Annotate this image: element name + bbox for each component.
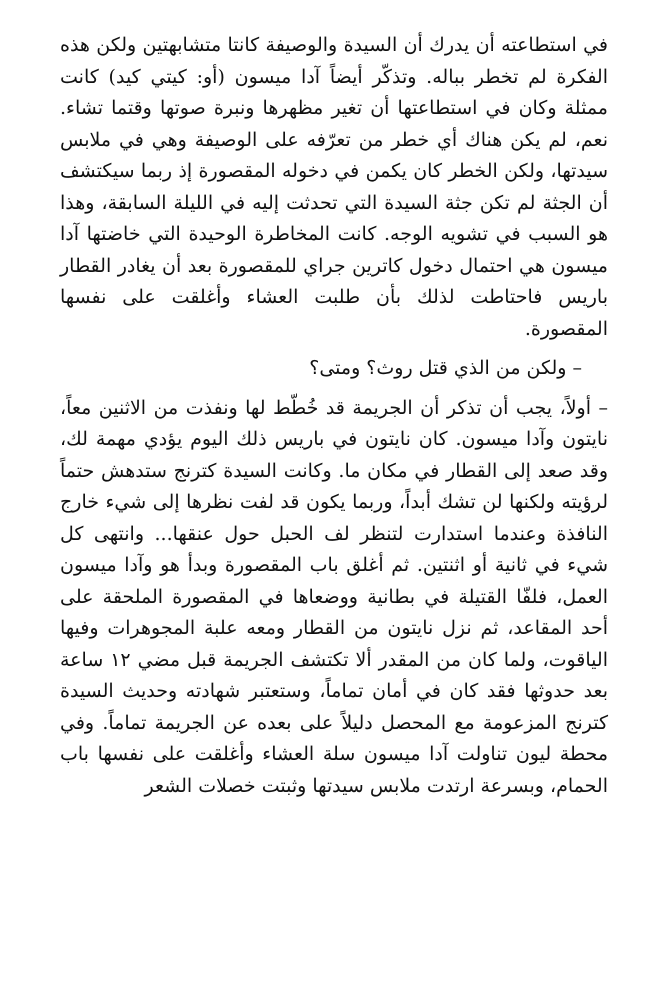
book-page — [60, 30, 608, 990]
paragraph-1: في استطاعته أن يدرك أن السيدة والوصيفة كانتا متشابهتين ولكن هذه الفكرة لم تخطر بباله. وتذكّر أيضاً آدا ميسون (أو: كيتي كيد) كانت ممثلة وكان في استطاعتها أن تغير مظهرها ونبرة صوتها وقتما تشاء. نعم، لم يكن هناك أي خطر من تعرّفه على الوصيفة وهي في ملابس سيدتها، ولكن الخطر كان يكمن في دخوله المقصورة إذ ربما سيكتشف أن الجثة لم تكن جثة السيدة التي تحدثت إليه في الليلة السابقة، وهذا هو السبب في تشويه الوجه. كانت المخاطرة الوحيدة التي خاضتها آدا ميسون هي احتمال دخول كاترين جراي للمقصورة بعد أن يغادر القطار باريس فاحتاطت لذلك بأن طلبت العشاء وأغلقت على نفسها المقصورة. — [60, 34, 608, 340]
paragraph-2-dialogue: – ولكن من الذي قتل روث؟ ومتى؟ — [309, 357, 582, 379]
paragraph-3-dialogue: – أولاً، يجب أن تذكر أن الجريمة قد خُطّط لها ونفذت من الاثنين معاً، نايتون وآدا ميسون. كان نايتون في باريس ذلك اليوم يؤدي مهمة لك، وقد صعد إلى القطار في مكان ما. وكانت السيدة كترنج ستدهش حتماً لرؤيته ولكنها لن تشك أبداً، وربما يكون قد لفت نظرها إلى شيء خارج النافذة وعندما استدارت لتنظر لف الحبل حول عنقها... وانتهى كل شيء في ثانية أو اثنتين. ثم أغلق باب المقصورة وبدأ هو وآدا ميسون العمل، فلفّا القتيلة في بطانية ووضعاها في المقصورة الملحقة على أحد المقاعد، ثم نزل نايتون من القطار ومعه علبة المجوهرات وفيها الياقوت، ولما كان من المقدر ألا تكتشف الجريمة قبل مضي ١٢ ساعة بعد حدوثها فقد كان في أمان تماماً، وستعتبر شهادته وحديث السيدة كترنج المزعومة مع المحصل دليلاً على بعده عن الجريمة تماماً. وفي محطة ليون تناولت آدا ميسون سلة العشاء وأغلقت على نفسها باب الحمام، وبسرعة ارتدت ملابس سيدتها وثبتت خصلات الشعر — [60, 396, 608, 797]
